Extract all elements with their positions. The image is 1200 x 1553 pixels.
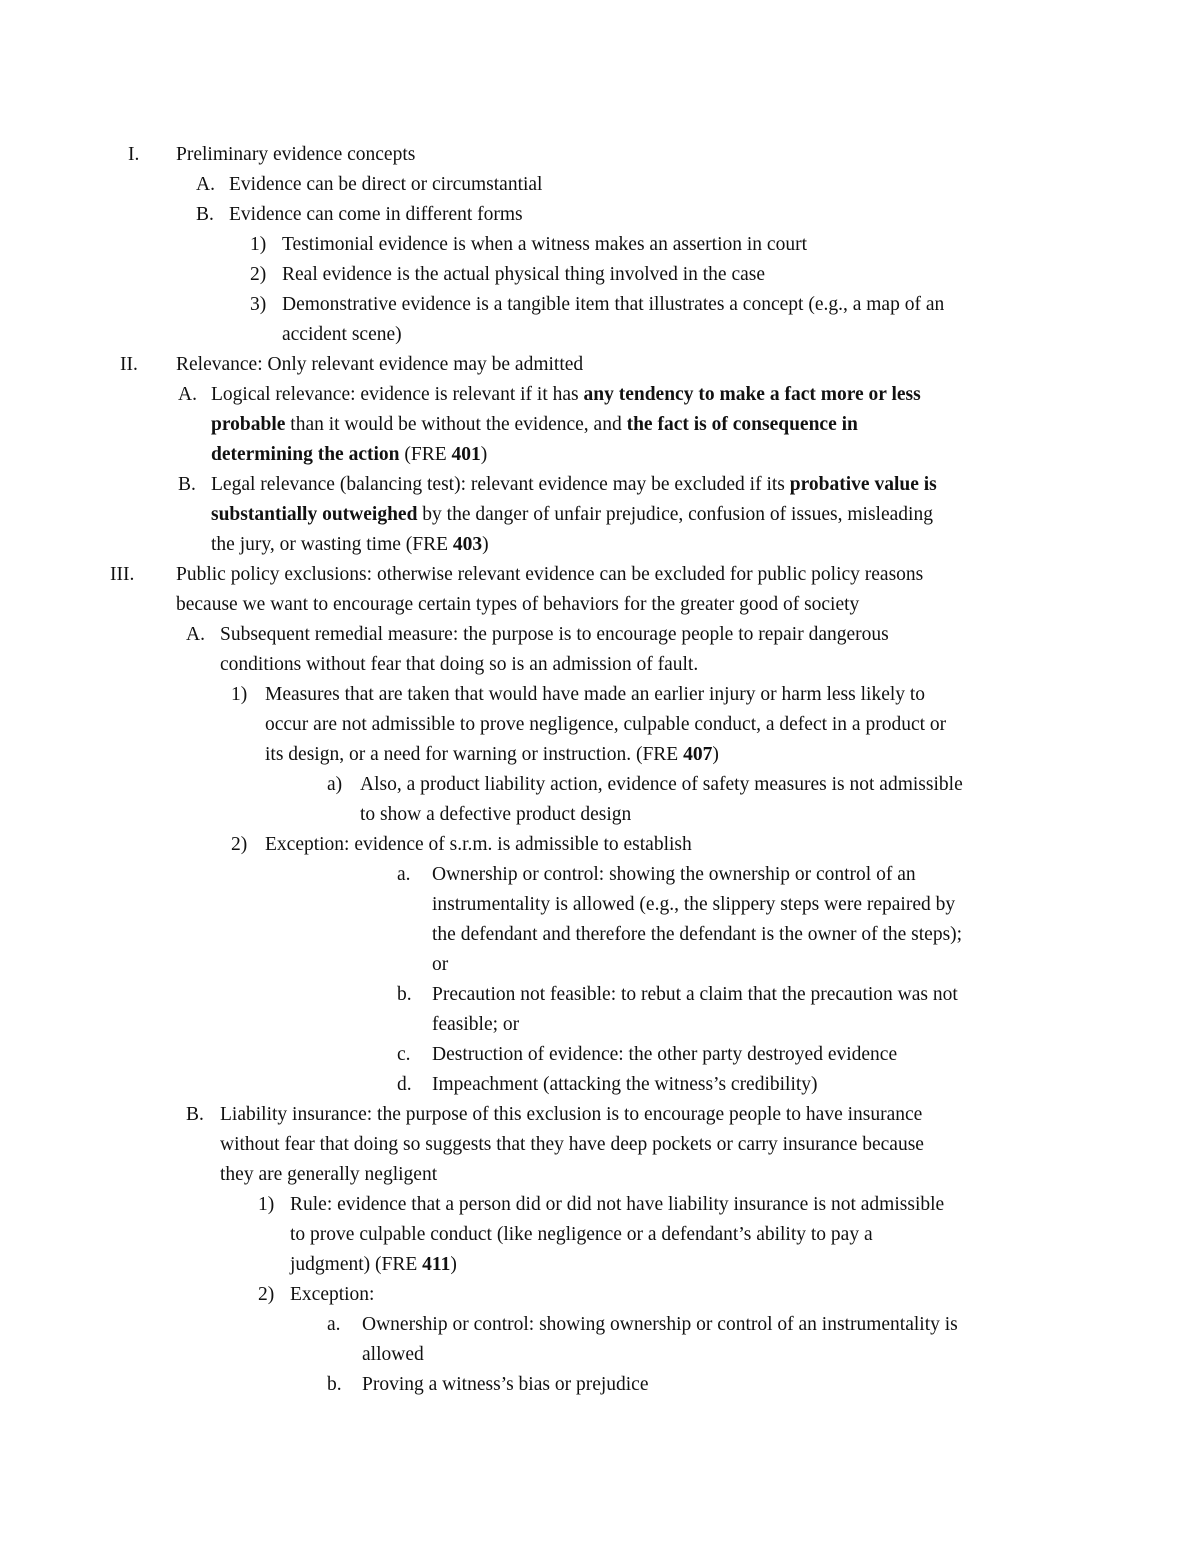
text-segment: Measures that are taken that would have made an earlier injury or harm less likely to xyxy=(265,684,926,705)
outline-marker: A. xyxy=(186,624,205,645)
text-segment: occur are not admissible to prove negligence, culpable conduct, a defect in a product or xyxy=(265,714,947,735)
text-segment: because we want to encourage certain types of behaviors for the greater good of society xyxy=(176,594,860,615)
text-segment: feasible; or xyxy=(432,1014,520,1035)
text-segment: accident scene) xyxy=(282,324,402,345)
outline-marker: A. xyxy=(196,174,215,195)
bold-text: 401 xyxy=(451,444,481,465)
outline-text xyxy=(432,1010,519,1040)
text-segment: to prove culpable conduct (like negligence or a defendant’s ability to pay a xyxy=(290,1224,873,1245)
outline-marker: 1) xyxy=(258,1194,275,1215)
text-segment: to show a defective product design xyxy=(360,804,632,825)
text-segment: Logical relevance: evidence is relevant if it has xyxy=(211,384,584,405)
text-segment: Preliminary evidence concepts xyxy=(176,144,416,165)
outline-text xyxy=(229,200,523,230)
outline-marker: 2) xyxy=(250,264,267,285)
outline-text xyxy=(176,350,583,380)
outline-marker: B. xyxy=(178,474,196,495)
outline-marker: 3) xyxy=(250,294,267,315)
outline-text xyxy=(211,380,921,410)
outline-marker: I. xyxy=(128,144,140,165)
text-segment: Liability insurance: the purpose of this exclusion is to encourage people to have insurance xyxy=(220,1104,923,1125)
outline-text xyxy=(282,260,765,290)
text-segment: Rule: evidence that a person did or did not have liability insurance is not admissible xyxy=(290,1194,945,1215)
text-segment: Destruction of evidence: the other party destroyed evidence xyxy=(432,1044,898,1065)
text-segment: Exception: evidence of s.r.m. is admissible to establish xyxy=(265,834,692,855)
outline-text xyxy=(176,560,923,590)
outline-text xyxy=(211,410,858,440)
outline-text xyxy=(220,650,698,680)
bold-text: 403 xyxy=(452,534,483,555)
text-segment: or xyxy=(432,954,449,975)
outline-text xyxy=(362,1310,958,1340)
text-segment: Subsequent remedial measure: the purpose is to encourage people to repair dangerous xyxy=(220,624,889,645)
outline-text xyxy=(290,1280,374,1310)
text-segment: Exception: xyxy=(290,1284,375,1305)
outline-text xyxy=(432,860,916,890)
outline-text xyxy=(360,770,963,800)
outline-text xyxy=(432,1070,818,1100)
bold-text: probative value is xyxy=(789,474,937,495)
outline-text xyxy=(265,680,925,710)
outline-text xyxy=(176,590,859,620)
text-segment: the jury, or wasting time (FRE xyxy=(211,534,453,555)
outline-text xyxy=(362,1340,424,1370)
bold-text: determining the action xyxy=(211,444,400,465)
text-segment: they are generally negligent xyxy=(220,1164,438,1185)
text-segment: Also, a product liability action, evidence of safety measures is not admissible xyxy=(360,774,963,795)
outline-text xyxy=(220,1160,437,1190)
outline-text xyxy=(211,530,489,560)
outline-marker: a) xyxy=(327,774,343,795)
text-segment: Testimonial evidence is when a witness makes an assertion in court xyxy=(282,234,807,255)
outline-text xyxy=(211,500,933,530)
outline-text xyxy=(362,1370,649,1400)
outline-marker: 1) xyxy=(250,234,267,255)
outline-marker: 2) xyxy=(258,1284,275,1305)
outline-text xyxy=(290,1220,873,1250)
outline-marker: 2) xyxy=(231,834,248,855)
outline-text xyxy=(220,1130,924,1160)
text-segment: allowed xyxy=(362,1344,424,1365)
outline-text xyxy=(432,950,448,980)
text-segment: Evidence can be direct or circumstantial xyxy=(229,174,543,195)
bold-text: 411 xyxy=(422,1254,451,1275)
outline-marker: III. xyxy=(110,564,135,585)
outline-text xyxy=(290,1250,457,1280)
bold-text: any tendency to make a fact more or less xyxy=(583,384,921,405)
outline-text xyxy=(211,440,487,470)
bold-text: 407 xyxy=(683,744,713,765)
outline-text xyxy=(176,140,415,170)
text-segment: conditions without fear that doing so is an admission of fault. xyxy=(220,654,699,675)
text-segment: Relevance: Only relevant evidence may be admitted xyxy=(176,354,584,375)
outline-marker: B. xyxy=(196,204,214,225)
text-segment: Ownership or control: showing the ownership or control of an xyxy=(432,864,916,885)
text-segment: ) xyxy=(480,444,488,465)
outline-text xyxy=(220,620,889,650)
outline-text xyxy=(290,1190,944,1220)
outline-marker: b. xyxy=(327,1374,342,1395)
outline-marker: d. xyxy=(397,1074,412,1095)
text-segment: Precaution not feasible: to rebut a claim that the precaution was not xyxy=(432,984,958,1005)
outline-marker: c. xyxy=(397,1044,411,1065)
bold-text: probable xyxy=(211,414,286,435)
outline-text xyxy=(265,710,946,740)
text-segment: Evidence can come in different forms xyxy=(229,204,523,225)
outline-marker: A. xyxy=(178,384,197,405)
text-segment: ) xyxy=(482,534,489,555)
text-segment: instrumentality is allowed (e.g., the slippery steps were repaired by xyxy=(432,894,956,915)
outline-text xyxy=(360,800,631,830)
text-segment: Real evidence is the actual physical thing involved in the case xyxy=(282,264,766,285)
outline-text xyxy=(432,1040,897,1070)
outline-marker: 1) xyxy=(231,684,248,705)
text-segment: than it would be without the evidence, and xyxy=(285,414,627,435)
text-segment: Ownership or control: showing ownership or control of an instrumentality is xyxy=(362,1314,958,1335)
text-segment: ) xyxy=(712,744,719,765)
outline-text xyxy=(282,290,944,320)
text-segment: judgment) (FRE xyxy=(290,1254,423,1275)
outline-text xyxy=(265,830,692,860)
text-segment: Public policy exclusions: otherwise relevant evidence can be excluded for public policy reasons xyxy=(176,564,924,585)
outline-text xyxy=(432,980,958,1010)
bold-text: substantially outweighed xyxy=(211,504,418,525)
text-segment: its design, or a need for warning or instruction. (FRE xyxy=(265,744,684,765)
outline-text xyxy=(432,890,955,920)
text-segment: Legal relevance (balancing test): relevant evidence may be excluded if its xyxy=(211,474,790,495)
text-segment: Proving a witness’s bias or prejudice xyxy=(362,1374,649,1395)
outline-marker: b. xyxy=(397,984,412,1005)
outline-text xyxy=(282,230,807,260)
text-segment: ) xyxy=(450,1254,457,1275)
outline-marker: a. xyxy=(397,864,411,885)
text-segment: without fear that doing so suggests that they have deep pockets or carry insurance because xyxy=(220,1134,924,1155)
text-segment: the defendant and therefore the defendant is the owner of the steps); xyxy=(432,924,963,945)
outline-text xyxy=(282,320,402,350)
text-segment: Impeachment (attacking the witness’s credibility) xyxy=(432,1074,818,1095)
text-segment: Demonstrative evidence is a tangible item that illustrates a concept (e.g., a map of an xyxy=(282,294,945,315)
outline-marker: II. xyxy=(120,354,138,375)
outline-text xyxy=(220,1100,922,1130)
outline-text xyxy=(432,920,962,950)
outline-marker: B. xyxy=(186,1104,204,1125)
outline-text xyxy=(229,170,542,200)
bold-text: the fact is of consequence in xyxy=(626,414,858,435)
outline-text xyxy=(211,470,937,500)
text-segment: by the danger of unfair prejudice, confusion of issues, misleading xyxy=(417,504,933,525)
outline-text xyxy=(265,740,719,770)
text-segment: (FRE xyxy=(399,444,452,465)
outline-marker: a. xyxy=(327,1314,341,1335)
